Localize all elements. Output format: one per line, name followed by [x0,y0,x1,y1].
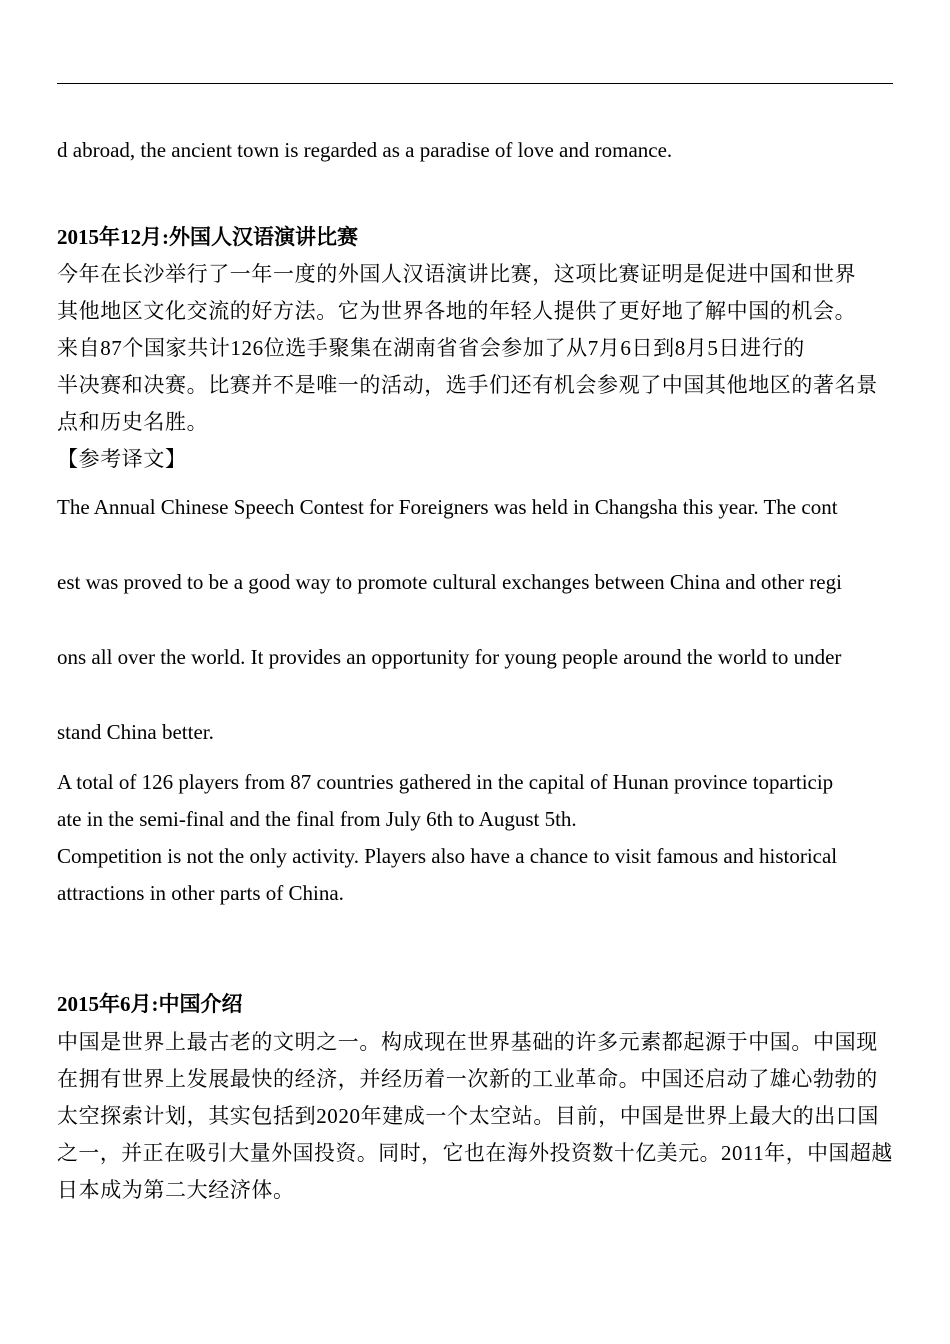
paragraph-line: 今年在长沙举行了一年一度的外国人汉语演讲比赛，这项比赛证明是促进中国和世界 [57,262,857,286]
translation-line: ons all over the world. It provides an opportunity for young people around the world to under [57,645,842,669]
translation-line: A total of 126 players from 87 countries gathered in the capital of Hunan province toparticip [57,770,834,794]
reference-translation-label: 【参考译文】 [57,447,187,471]
translation-line: ate in the semi-final and the final from July 6th to August 5th. [57,807,577,831]
translation-line: The Annual Chinese Speech Contest for Foreigners was held in Changsha this year. The cont [57,495,838,519]
section-title-2015-12: 2015年12月:外国人汉语演讲比赛 [57,225,358,249]
paragraph-line: 之一，并正在吸引大量外国投资。同时，它也在海外投资数十亿美元。2011年，中国超越 [57,1141,893,1165]
translation-line: stand China better. [57,720,214,744]
section-title-2015-06: 2015年6月:中国介绍 [57,992,243,1016]
translation-line: attractions in other parts of China. [57,881,344,905]
paragraph-line: 其他地区文化交流的好方法。它为世界各地的年轻人提供了更好地了解中国的机会。 [57,299,857,323]
paragraph-line: 点和历史名胜。 [57,410,209,434]
header-rule [57,83,893,84]
paragraph-line: 中国是世界上最古老的文明之一。构成现在世界基础的许多元素都起源于中国。中国现 [57,1030,878,1054]
paragraph-line: 日本成为第二大经济体。 [57,1178,295,1202]
paragraph-line: 来自87个国家共计126位选手聚集在湖南省省会参加了从7月6日到8月5日进行的 [57,336,805,360]
paragraph-line: 在拥有世界上发展最快的经济，并经历着一次新的工业革命。中国还启动了雄心勃勃的 [57,1067,878,1091]
paragraph-line: 太空探索计划，其实包括到2020年建成一个太空站。目前，中国是世界上最大的出口国 [57,1104,879,1128]
continuation-text: d abroad, the ancient town is regarded as a paradise of love and romance. [57,138,673,162]
translation-line: est was proved to be a good way to promote cultural exchanges between China and other regi [57,570,842,594]
translation-line: Competition is not the only activity. Players also have a chance to visit famous and historical [57,844,838,868]
paragraph-line: 半决赛和决赛。比赛并不是唯一的活动，选手们还有机会参观了中国其他地区的著名景 [57,373,878,397]
